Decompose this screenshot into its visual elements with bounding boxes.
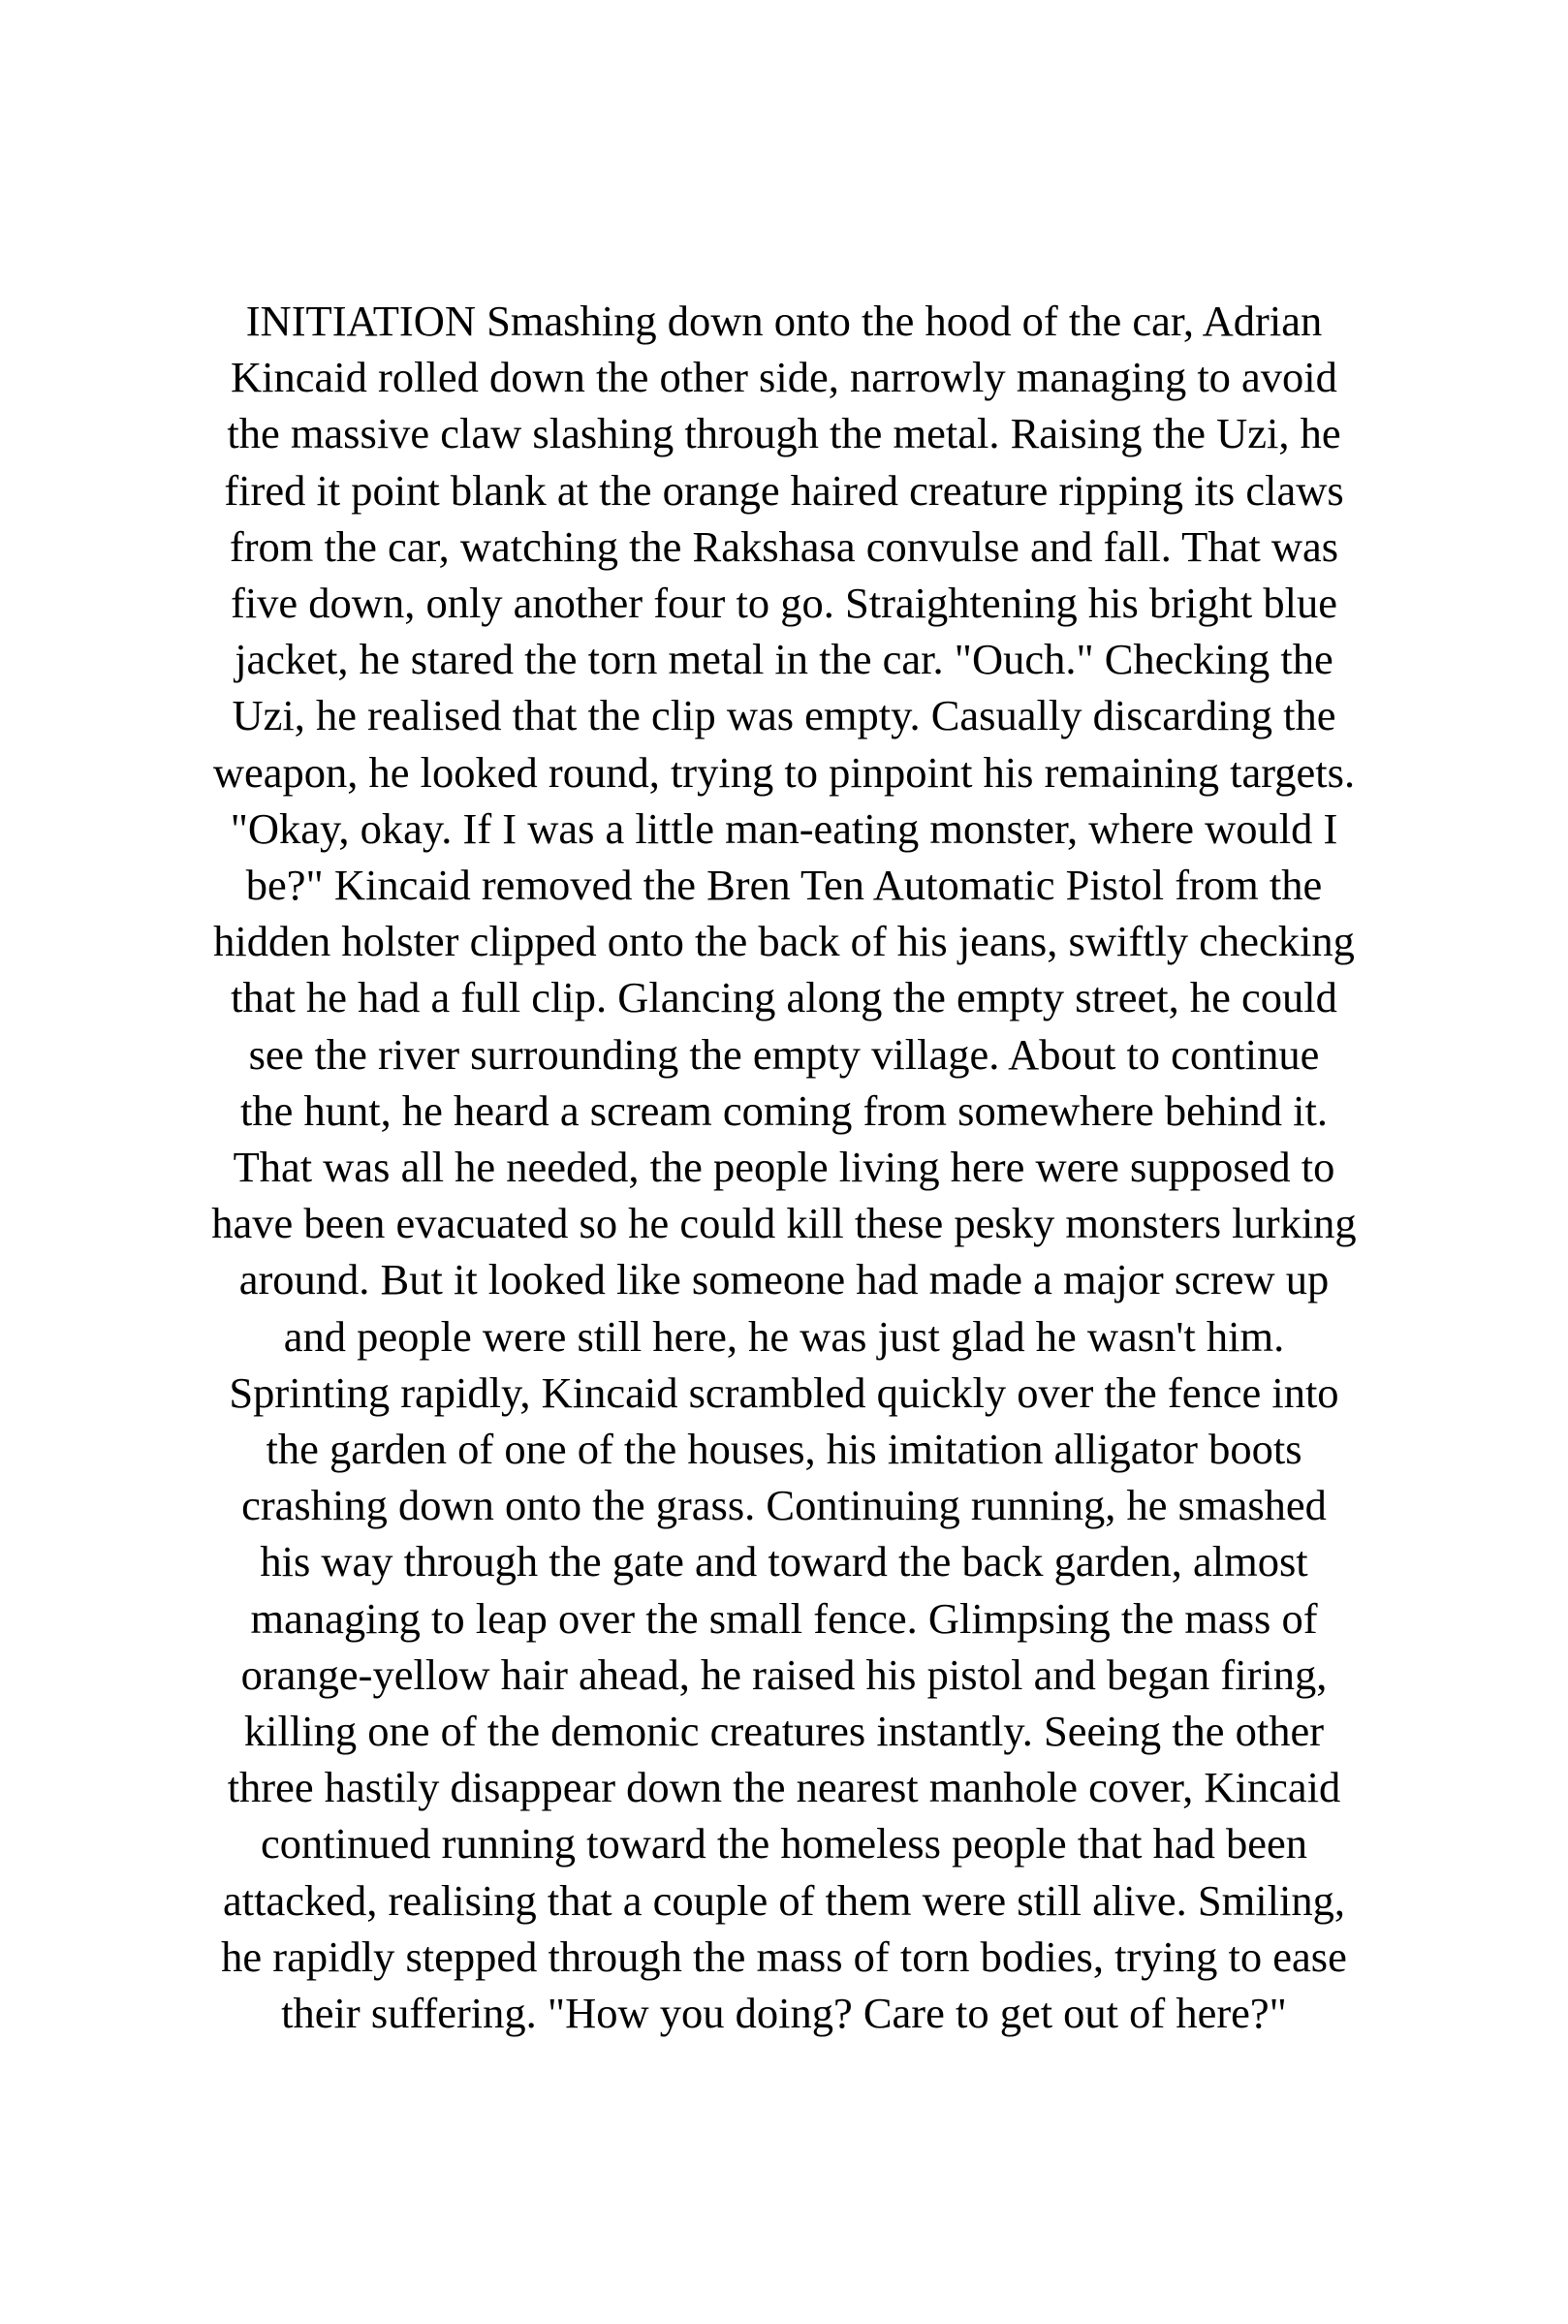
text-line: weapon, he looked round, trying to pinpoint his remaining targets. — [212, 747, 1356, 797]
text-line: killing one of the demonic creatures instantly. Seeing the other — [243, 1707, 1325, 1756]
text-line: their suffering. "How you doing? Care to get out of here?" — [281, 1989, 1287, 2038]
text-line: the hunt, he heard a scream coming from somewhere behind it. — [239, 1085, 1329, 1135]
text-line: the garden of one of the houses, his imitation alligator boots — [266, 1425, 1302, 1474]
text-line: three hastily disappear down the nearest manhole cover, Kincaid — [227, 1763, 1341, 1812]
text-line: fired it point blank at the orange haired creature ripping its claws — [224, 465, 1344, 515]
text-line: the massive claw slashing through the metal. Raising the Uzi, he — [227, 409, 1341, 458]
text-line: crashing down onto the grass. Continuing running, he smashed — [241, 1481, 1327, 1530]
text-line: Kincaid rolled down the other side, narrowly managing to avoid — [231, 353, 1337, 402]
text-line: INITIATION Smashing down onto the hood of the car, Adrian — [245, 297, 1323, 345]
body-text — [58, 293, 1510, 2041]
text-line: "Okay, okay. If I was a little man-eating monster, where would I — [230, 803, 1338, 853]
text-line: jacket, he stared the torn metal in the car. "Ouch." Checking the — [235, 635, 1333, 684]
text-line: managing to leap over the small fence. Glimpsing the mass of — [250, 1593, 1318, 1643]
text-line: from the car, watching the Rakshasa convulse and fall. That was — [229, 521, 1339, 571]
text-line: and people were still here, he was just glad he wasn't him. — [283, 1311, 1285, 1361]
text-line: have been evacuated so he could kill these pesky monsters lurking — [211, 1199, 1357, 1248]
text-line: continued running toward the homeless people that had been — [260, 1819, 1308, 1869]
text-line: orange-yellow hair ahead, he raised his pistol and began firing, — [240, 1649, 1328, 1699]
text-line: his way through the gate and toward the back garden, almost — [260, 1537, 1308, 1586]
text-line: he rapidly stepped through the mass of torn bodies, trying to ease — [221, 1931, 1347, 1981]
text-line: That was all he needed, the people living here were supposed to — [233, 1143, 1335, 1192]
text-line: Uzi, he realised that the clip was empty. Casually discarding the — [232, 691, 1336, 740]
text-line: attacked, realising that a couple of them were still alive. Smiling, — [223, 1875, 1345, 1925]
text-line: Sprinting rapidly, Kincaid scrambled quickly over the fence into — [229, 1367, 1339, 1417]
text-line: hidden holster clipped onto the back of his jeans, swiftly checking — [213, 917, 1355, 966]
text-line: around. But it looked like someone had made a major screw up — [238, 1255, 1330, 1304]
text-line: see the river surrounding the empty village. About to continue — [248, 1029, 1320, 1079]
text-line: be?" Kincaid removed the Bren Ten Automatic Pistol from the — [245, 861, 1323, 910]
text-line: five down, only another four to go. Straightening his bright blue — [231, 579, 1337, 628]
text-line: that he had a full clip. Glancing along the empty street, he could — [231, 973, 1337, 1022]
